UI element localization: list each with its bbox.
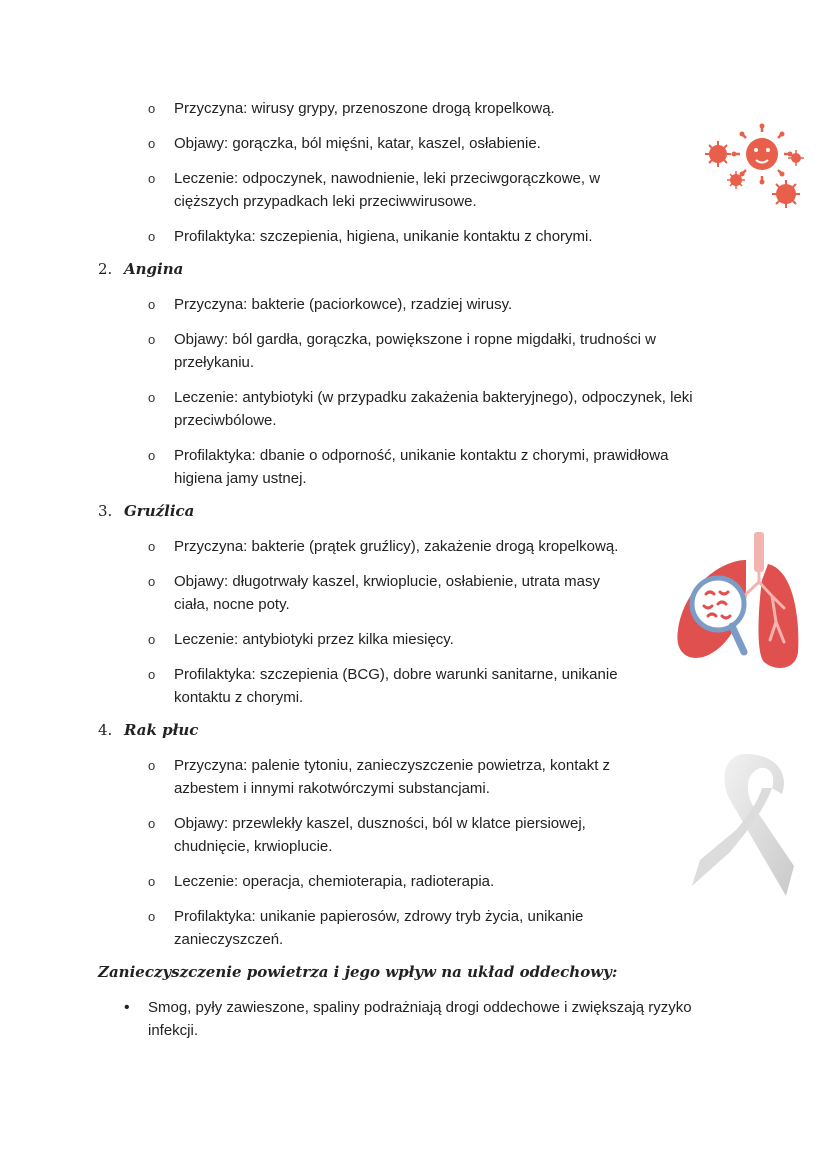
section-3-item-text: Objawy: długotrwały kaszel, krwioplucie, osłabienie, utrata masy (174, 573, 601, 590)
section-3-bullet: o (148, 574, 156, 589)
section-4-item-text: Objawy: przewlekły kaszel, duszności, ból w klatce piersiowej, (174, 815, 586, 832)
section-2-item-text: Leczenie: antybiotyki (w przypadku zakażenia bakteryjnego), odpoczynek, leki (174, 389, 693, 406)
influenza-bullet: o (148, 136, 156, 151)
section-number: 2. (98, 260, 113, 278)
section-4-item-text: chudnięcie, krwioplucie. (174, 838, 333, 855)
influenza-item-text: Przyczyna: wirusy grypy, przenoszone drogą kropelkową. (174, 100, 555, 117)
section-2-bullet: o (148, 448, 156, 463)
section-3-item-text: kontaktu z chorymi. (174, 689, 304, 706)
virus-icon (696, 122, 808, 214)
awareness-ribbon-icon (690, 748, 800, 908)
section-2-item-text: przeciwbólowe. (174, 412, 277, 429)
section-4-item-text: azbestem i innymi rakotwórczymi substancjami. (174, 780, 490, 797)
section-2-item-text: Przyczyna: bakterie (paciorkowce), rzadziej wirusy. (174, 296, 513, 313)
section-4-bullet: o (148, 909, 156, 924)
section-2-item-text: Objawy: ból gardła, gorączka, powiększone i ropne migdałki, trudności w (174, 331, 656, 348)
pollution-heading: Zanieczyszczenie powietrza i jego wpływ na układ oddechowy: (98, 963, 618, 981)
section-3-item-text: Profilaktyka: szczepienia (BCG), dobre warunki sanitarne, unikanie (174, 666, 618, 683)
section-3-bullet: o (148, 539, 156, 554)
influenza-item-text: cięższych przypadkach leki przeciwwirusowe. (174, 193, 477, 210)
section-4-bullet: o (148, 816, 156, 831)
influenza-item-text: Profilaktyka: szczepienia, higiena, unikanie kontaktu z chorymi. (174, 228, 593, 245)
influenza-bullet: o (148, 171, 156, 186)
section-2-bullet: o (148, 297, 156, 312)
section-3-item-text: ciała, nocne poty. (174, 596, 290, 613)
section-4-item-text: Profilaktyka: unikanie papierosów, zdrowy tryb życia, unikanie (174, 908, 584, 925)
influenza-bullet: o (148, 101, 156, 116)
section-number: 3. (98, 502, 113, 520)
section-4-item-text: Przyczyna: palenie tytoniu, zanieczyszczenie powietrza, kontakt z (174, 757, 611, 774)
section-heading: Rak płuc (124, 721, 199, 739)
section-heading: Angina (124, 260, 184, 278)
section-2-item-text: przełykaniu. (174, 354, 255, 371)
section-heading: Gruźlica (124, 502, 195, 520)
section-3-item-text: Przyczyna: bakterie (prątek gruźlicy), zakażenie drogą kropelkową. (174, 538, 619, 555)
section-2-item-text: higiena jamy ustnej. (174, 470, 307, 487)
section-4-bullet: o (148, 874, 156, 889)
pollution-text: infekcji. (148, 1022, 199, 1039)
influenza-item-text: Objawy: gorączka, ból mięśni, katar, kaszel, osłabienie. (174, 135, 541, 152)
section-4-item-text: Leczenie: operacja, chemioterapia, radioterapia. (174, 873, 495, 890)
section-2-bullet: o (148, 332, 156, 347)
section-3-item-text: Leczenie: antybiotyki przez kilka miesięcy. (174, 631, 454, 648)
section-2-item-text: Profilaktyka: dbanie o odporność, unikanie kontaktu z chorymi, prawidłowa (174, 447, 669, 464)
section-number: 4. (98, 721, 113, 739)
pollution-bullet: • (124, 999, 130, 1016)
section-2-bullet: o (148, 390, 156, 405)
section-3-bullet: o (148, 632, 156, 647)
pollution-text: Smog, pyły zawieszone, spaliny podrażniają drogi oddechowe i zwiększają ryzyko (148, 999, 692, 1016)
influenza-bullet: o (148, 229, 156, 244)
section-4-item-text: zanieczyszczeń. (174, 931, 284, 948)
section-4-bullet: o (148, 758, 156, 773)
section-3-bullet: o (148, 667, 156, 682)
lungs-icon (672, 530, 804, 672)
influenza-item-text: Leczenie: odpoczynek, nawodnienie, leki przeciwgorączkowe, w (174, 170, 601, 187)
